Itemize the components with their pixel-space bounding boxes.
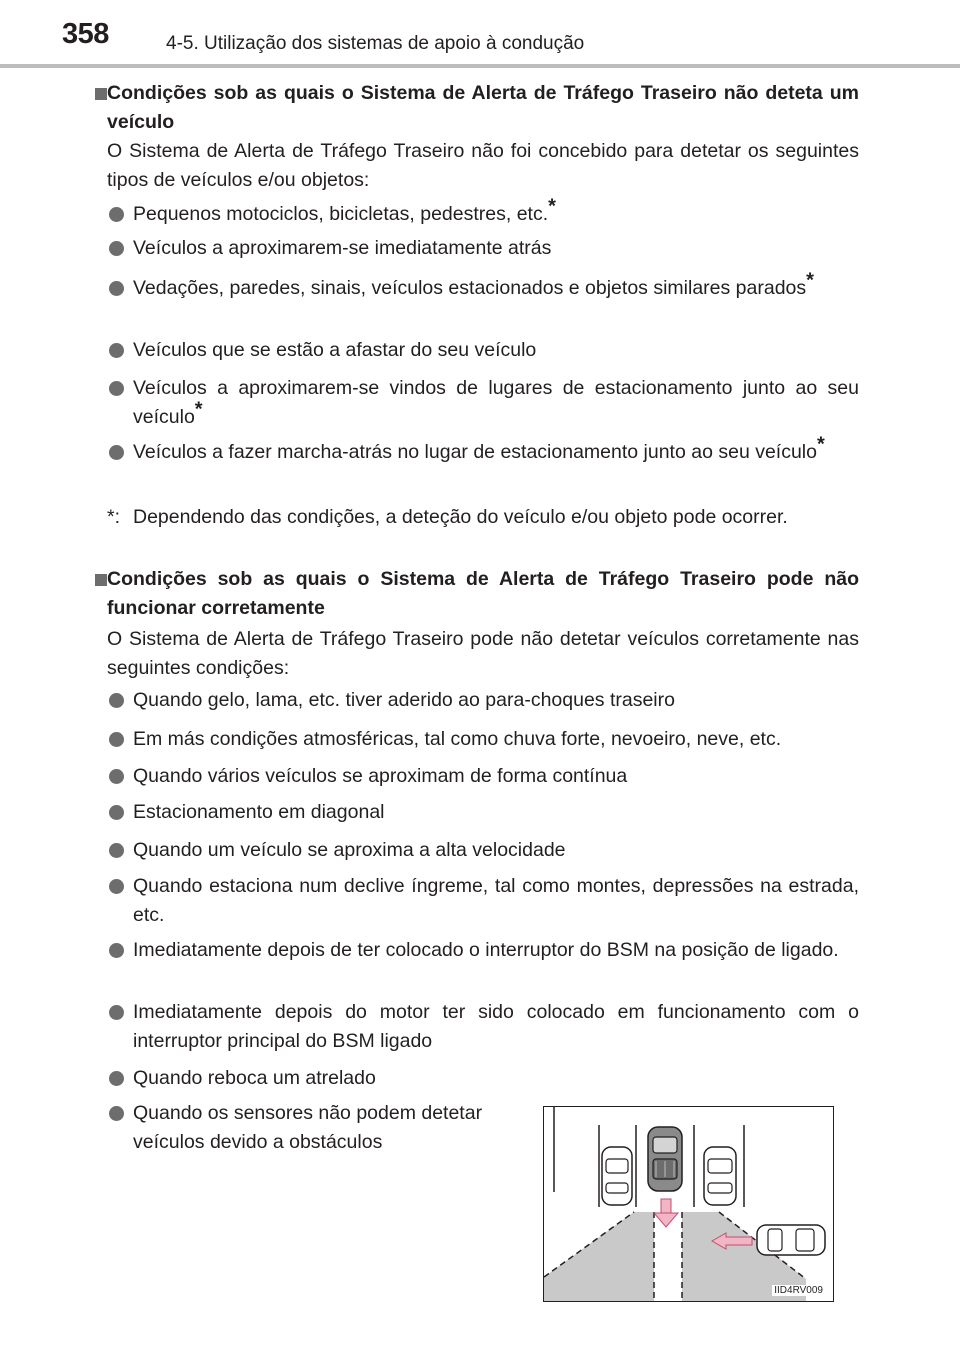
list-item [133,725,859,754]
list-item-text: Vedações, paredes, sinais, veículos estacionados e objetos similares parados [133,277,807,299]
bullet-icon [109,769,124,784]
list-item-text: Quando gelo, lama, etc. tiver aderido ao para-choques traseiro [133,689,675,711]
bullet-icon [109,207,124,222]
own-car [648,1127,682,1191]
list-item [133,433,859,467]
footnote [107,503,859,532]
footnote-text: Dependendo das condições, a deteção do veículo e/ou objeto pode ocorrer. [133,506,788,528]
list-item [133,1099,533,1157]
list-item-text: Quando estaciona num declive íngreme, tal como montes, depressões na estrada, etc. [133,875,859,926]
section2-heading-text: Condições sob as quais o Sistema de Alerta de Tráfego Traseiro pode não funcionar corretamente [107,568,859,619]
list-item-text: Veículos a aproximarem-se imediatamente atrás [133,237,552,259]
left-detection-zone [544,1212,654,1301]
header-rule [0,64,960,68]
section1-intro: O Sistema de Alerta de Tráfego Traseiro não foi concebido para detetar os seguintes tipos de veículos e/ou objetos: [107,140,859,191]
bullet-icon [109,241,124,256]
bullet-icon [109,805,124,820]
parked-car-right [704,1147,736,1205]
bullet-icon [109,281,124,296]
list-item-text: Veículos a fazer marcha-atrás no lugar de estacionamento junto ao seu veículo [133,441,817,463]
bullet-icon [109,381,124,396]
footnote-star: * [548,195,556,218]
figure-code: IID4RV009 [774,1285,823,1296]
list-item-text: Imediatamente depois do motor ter sido colocado em funcionamento com o interruptor principal do BSM ligado [133,1001,859,1052]
page-header [0,0,960,70]
list-item [133,1064,859,1093]
reverse-arrow-icon [654,1199,678,1227]
list-item-text: Quando vários veículos se aproximam de forma contínua [133,765,628,787]
list-item-text: Veículos que se estão a afastar do seu veículo [133,339,537,361]
parking-diagram [544,1107,833,1301]
list-item-text: Imediatamente depois de ter colocado o interruptor do BSM na posição de ligado. [133,939,839,961]
footnote-star: * [817,433,825,456]
chapter-title: 4-5. Utilização dos sistemas de apoio à condução [166,33,585,54]
list-item [133,762,859,791]
list-item-text: Quando um veículo se aproxima a alta velocidade [133,839,566,861]
footnote-star: * [194,398,203,421]
bullet-icon [109,693,124,708]
list-item-text: Pequenos motociclos, bicicletas, pedestres, etc. [133,203,549,225]
parked-car-left [602,1147,632,1205]
list-item-text: Quando reboca um atrelado [133,1067,376,1089]
section1-heading-text: Condições sob as quais o Sistema de Alerta de Tráfego Traseiro não deteta um veículo [107,82,859,133]
list-item [133,936,859,965]
footnote-mark: *: [107,506,121,528]
section2-heading [107,565,859,623]
page-number: 358 [62,18,109,50]
list-item [133,872,859,930]
list-item [133,195,859,229]
list-item [133,234,859,263]
list-item-text: Veículos a aproximarem-se vindos de lugares de estacionamento junto ao seu veículo [133,377,859,428]
list-item [133,374,859,432]
square-bullet-icon [95,574,107,586]
bullet-icon [109,843,124,858]
section2-intro: O Sistema de Alerta de Tráfego Traseiro pode não detetar veículos corretamente nas seguintes condições: [107,628,859,679]
list-item-text: Quando os sensores não podem detetar veículos devido a obstáculos [133,1102,483,1153]
list-item [133,269,859,303]
bullet-icon [109,943,124,958]
footnote-star: * [806,269,814,292]
bullet-icon [109,732,124,747]
list-item-text: Em más condições atmosféricas, tal como chuva forte, nevoeiro, neve, etc. [133,728,782,750]
bullet-icon [109,1005,124,1020]
list-item [133,798,859,827]
section1-heading [107,79,859,137]
square-bullet-icon [95,88,107,100]
list-item [133,836,859,865]
bullet-icon [109,1071,124,1086]
bullet-icon [109,445,124,460]
parking-illustration [543,1106,834,1302]
bullet-icon [109,343,124,358]
bullet-icon [109,1106,124,1121]
bullet-icon [109,879,124,894]
list-item-text: Estacionamento em diagonal [133,801,385,823]
list-item [133,998,859,1056]
list-item [133,336,859,365]
approaching-car [757,1225,825,1255]
list-item [133,686,859,715]
